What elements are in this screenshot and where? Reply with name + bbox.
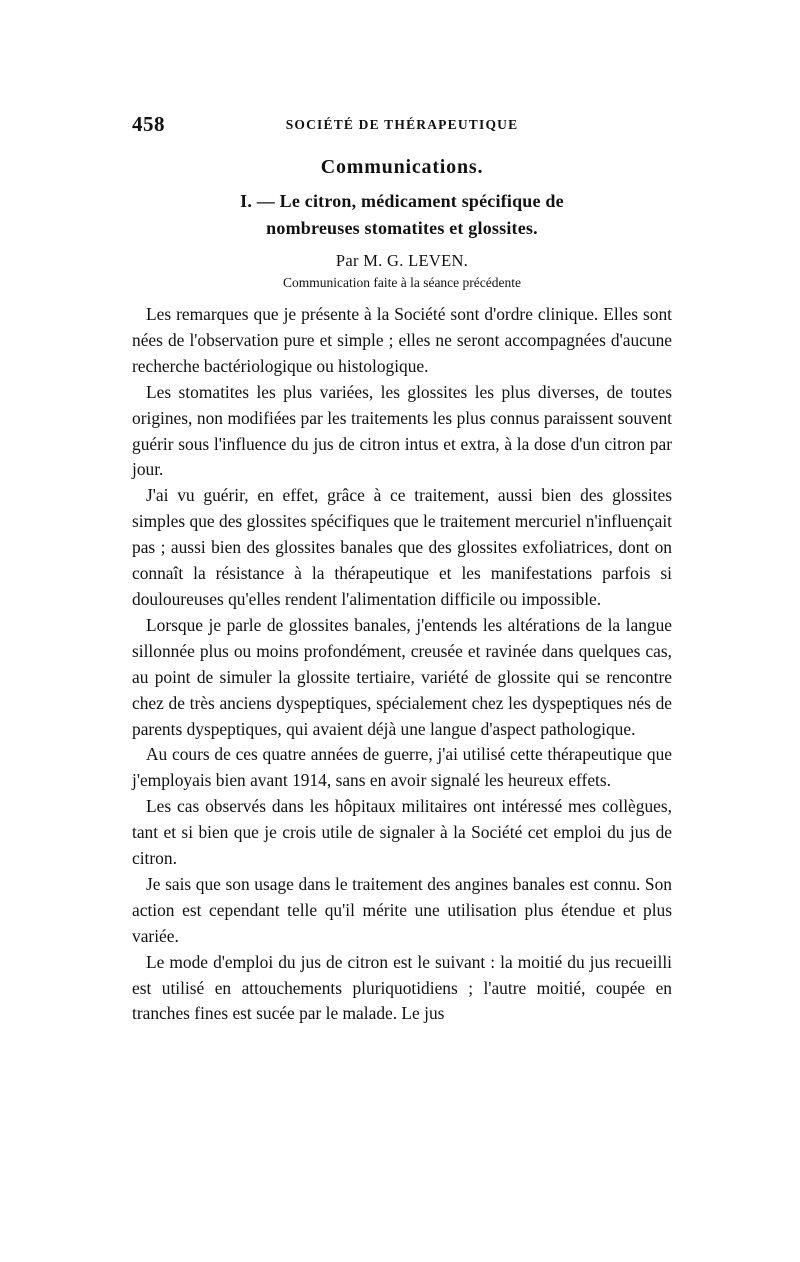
article-title-line-2: nombreuses stomatites et glossites.	[266, 218, 538, 238]
article-title	[132, 188, 672, 242]
running-title: SOCIÉTÉ DE THÉRAPEUTIQUE	[285, 117, 519, 132]
paragraph: Les stomatites les plus variées, les glossites les plus diverses, de toutes origines, non modifiées par les traitements les plus connus paraissent souvent guérir sous l'influence du jus de citron intus et extra, à la dose d'un citron par jour.	[132, 381, 672, 480]
article-title-line-1: I. — Le citron, médicament spécifique de	[240, 191, 564, 211]
paragraph: Le mode d'emploi du jus de citron est le suivant : la moitié du jus recueilli est utilisé en attouchements pluriquotidiens ; l'autre moitié, coupée en tranches fines est sucée par le malade. Le jus	[132, 951, 672, 1024]
paragraph: Lorsque je parle de glossites banales, j'entends les altérations de la langue sillonnée plus ou moins profondément, creusée et ravinée dans quelques cas, au point de simuler la glossite tertiaire, variété de glossite qui se rencontre chez de très anciens dyspeptiques, spécialement chez les dyspeptiques nés de parents dyspeptiques, qui avaient déjà une langue d'aspect pathologique.	[132, 614, 672, 739]
paragraph: Je sais que son usage dans le traitement des angines banales est connu. Son action est cependant telle qu'il mérite une utilisation plus étendue et plus variée.	[132, 873, 672, 946]
section-heading: Communications.	[320, 156, 484, 178]
communication-note: Communication faite à la séance précédente	[282, 275, 521, 290]
paragraph: Les cas observés dans les hôpitaux militaires ont intéressé mes collègues, tant et si bien que je crois utile de signaler à la Société cet emploi du jus de citron.	[132, 796, 672, 869]
page-number: 458	[132, 112, 165, 136]
author-byline: Par M. G. LEVEN.	[335, 251, 469, 270]
paragraph: J'ai vu guérir, en effet, grâce à ce traitement, aussi bien des glossites simples que des glossites spécifiques que le traitement mercuriel n'influençait pas ; aussi bien des glossites banales que des glossites exfoliatrices, dont on connaît la résistance à la thérapeutique et les manifestations parfois si douloureuses qu'elles rendent l'alimentation difficile ou impossible.	[132, 485, 672, 609]
running-header	[132, 112, 672, 142]
paragraph: Au cours de ces quatre années de guerre, j'ai utilisé cette thérapeutique que j'employais bien avant 1914, sans en avoir signalé les heureux effets.	[132, 744, 672, 791]
article-body	[132, 302, 672, 1027]
paragraph: Les remarques que je présente à la Société sont d'ordre clinique. Elles sont nées de l'observation pure et simple ; elles ne seront accompagnées d'aucune recherche bactériologique ou histologique.	[132, 304, 672, 376]
document-page	[132, 112, 672, 1027]
